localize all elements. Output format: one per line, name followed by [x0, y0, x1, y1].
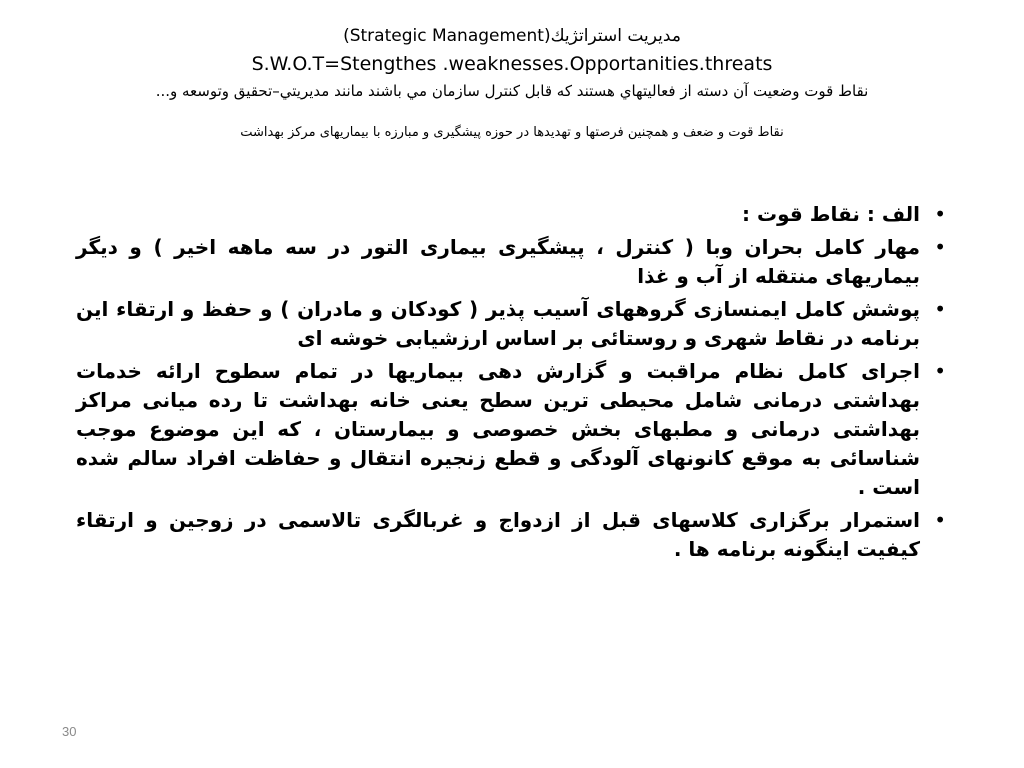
title-strategic-management: مديريت استراتژيك(Strategic Management) — [343, 26, 681, 46]
bullet-item — [76, 233, 946, 291]
content-body — [76, 200, 946, 568]
bullet-icon: • — [934, 202, 946, 226]
bullet-text: استمرار برگزاری کلاسهای قبل از ازدواج و غربالگری تالاسمی در زوجین و ارتقاء کیفیت اینگونه برنامه ها . — [76, 508, 920, 561]
bullet-text: اجرای کامل نظام مراقبت و گزارش دهی بیماریها در تمام سطوح ارائه خدمات بهداشتی درمانی شامل محیطی ترین سطح یعنی خانه بهداشت تا رده میانی مراکز بهداشتی درمانی و مطبهای بخش خصوصی و بیمارستان ، که این موضوع موجب شناسائی به موقع کانونهای آلودگی و قطع زنجیره انتقال و حفاظت افراد سالم شده است . — [76, 359, 920, 499]
title-block — [30, 22, 994, 144]
bullet-item — [76, 506, 946, 564]
bullet-icon: • — [934, 297, 946, 321]
bullet-list — [76, 200, 946, 564]
bullet-item — [76, 295, 946, 353]
page-number: 30 — [62, 724, 77, 739]
bullet-item — [76, 200, 946, 229]
bullet-icon: • — [934, 508, 946, 532]
bullet-icon: • — [934, 359, 946, 383]
bullet-text: مهار کامل بحران وبا ( کنترل ، پیشگیری بیماری التور در سه ماهه اخیر ) و دیگر بیماریهای منتقله از آب و غذا — [76, 235, 920, 288]
title-subtitle: نقاط قوت و ضعف و همچنین فرصتها و تهدیدها در حوزه پیشگیری و مبارزه با بیماریهای مرکز بهداشت — [240, 125, 784, 140]
title-swot-definition: S.W.O.T=Stengthes .weaknesses.Opportanities.threats — [251, 53, 773, 75]
bullet-item — [76, 357, 946, 502]
bullet-text: پوشش کامل ایمنسازی گروههای آسیب پذیر ( کودکان و مادران ) و حفظ و ارتقاء این برنامه در نقاط شهری و روستائی بر اساس ارزشیابی خوشه ای — [76, 297, 920, 350]
bullet-icon: • — [934, 235, 946, 259]
title-strengths-description: نقاط قوت وضعيت آن دسته از فعاليتهاي هستند كه قابل كنترل سازمان مي باشند مانند مديريتي–تحقيق وتوسعه و... — [155, 82, 869, 100]
bullet-text: الف : نقاط قوت : — [742, 202, 920, 226]
